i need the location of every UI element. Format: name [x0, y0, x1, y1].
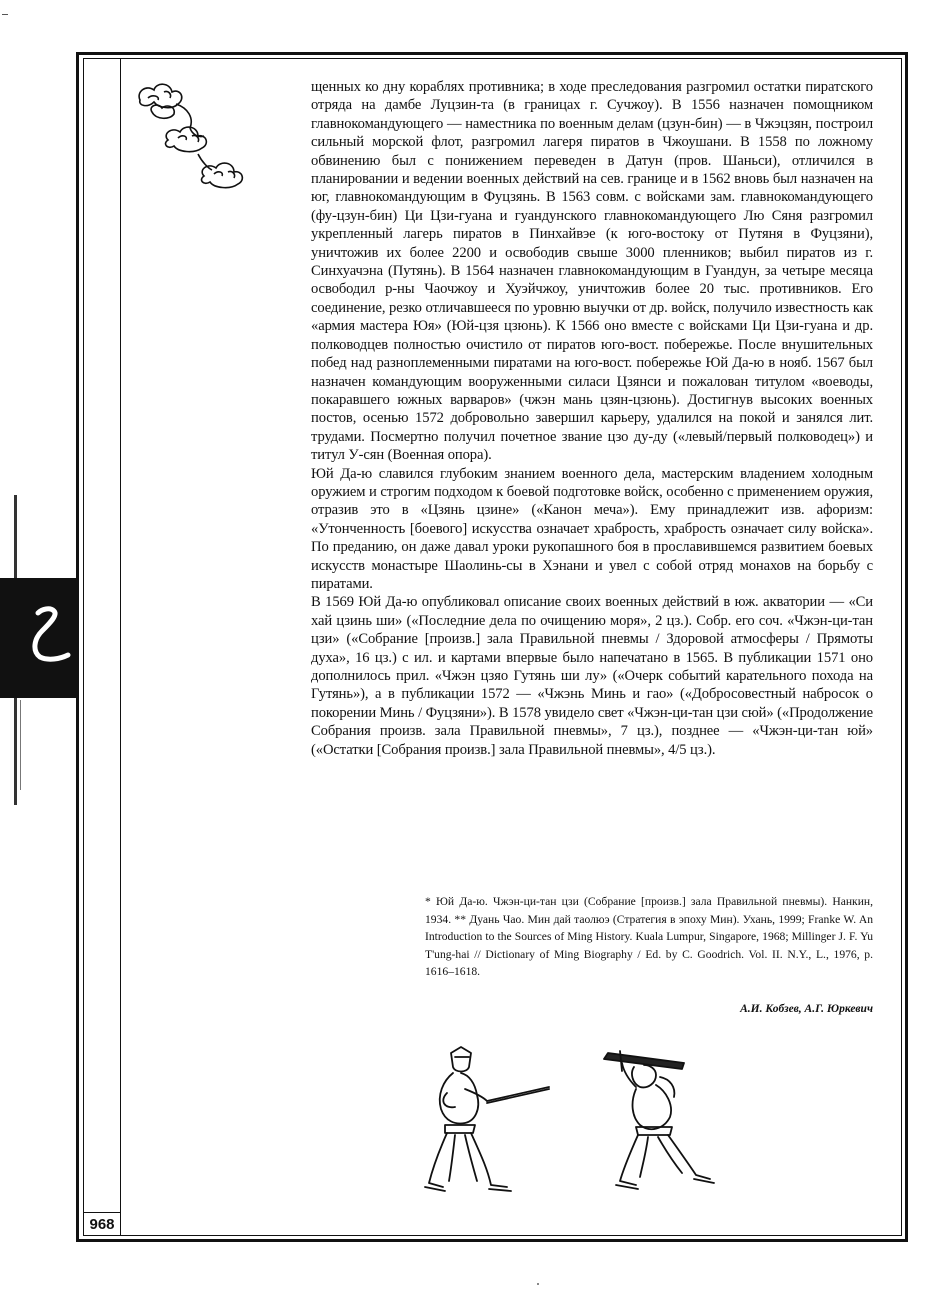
swordsman-thrusting-figure-icon — [415, 1043, 555, 1203]
article-body — [311, 78, 873, 759]
section-tab-glyph-icon — [28, 605, 72, 665]
authors: А.И. Кобзев, А.Г. Юркевич — [740, 1003, 873, 1015]
cloud-scroll-ornament-icon — [132, 78, 247, 198]
margin-rule — [120, 58, 121, 1236]
corner-mark — [2, 14, 8, 15]
footnotes: * Юй Да-ю. Чжэн-ци-тан цзи (Собрание [произв.] зала Правильной пневмы). Нанкин, 1934. ** Дуань Чао. Мин дай таолюэ (Стратегия в эпоху Мин). Ухань, 1999; Franke W. An Introduction to the Sources of Ming History. Kuala Lumpur, Singapore, 1968; Millinger J. F. Yu T'ung-hai // Dictionary of Ming Biography / Ed. by C. Goodrich. Vol. II. N.Y., L., 1976, p. 1616–1618. — [425, 895, 873, 978]
article-paragraph: щенных ко дну кораблях противника; в ходе преследования разгромил остатки пиратского отряда на дамбе Луцзин-та (в границах г. Сучжоу). В 1556 назначен помощником главнокомандующего — наместника по военным делам (цзун-бин) — в Чжэцзян, построил сильный морской флот, разгромил лагеря пиратов в Чжоушани. В 1558 по ложному обвинению был с понижением переведен в Датун (пров. Шаньси), отличился в планировании и ведении военных действий на сев. границе и в 1562 вновь был назначен на юг, главнокомандующим в Фуцзянь. В 1563 совм. с войсками зам. главнокомандующего (фу-цзун-бин) Ци Цзи-гуана и гуандунского главнокомандующего Лю Сяня разгромил укрепленный лагерь пиратов в Пинхайвэе (к юго-востоку от Путяня в Фуцзяни), уничтожив их более 2200 и освободив свыше 3000 пленников; выбил пиратов из г. Синхуачэна (Путянь). В 1564 назначен главнокомандующим в Гуандун, за четыре месяца освободил р-ны Чаочжоу и Хуэйчжоу, уничтожив более 20 тыс. противников. Его соединение, резко отличавшееся по уровню выучки от др. войск, получило известность как «армия мастера Юя» (Юй-цзя цзюнь). К 1566 оно вместе с войсками Ци Цзи-гуана и др. полководцев полностью очистило от пиратов юго-вост. побережье. После внушительных побед над разноплеменными пиратами на юго-вост. побережье Юй Да-ю в нояб. 1567 был назначен командующим вооруженными силаси Цзянси и пожалован титулом «воеводы, покаравшего южных варваров» (чжэн мань цзян-цзюнь). Достигнув высоких военных постов, осенью 1572 добровольно завершил карьеру, удалился на покой и занялся лит. трудами. Посмертно получил почетное звание цзо ду-ду («левый/первый полководец») и титул У-сян (Военная опора). — [311, 79, 873, 464]
page-number: 968 — [84, 1212, 120, 1236]
spine-line-secondary — [20, 700, 21, 790]
swordsman-overhead-strike-figure-icon — [600, 1043, 730, 1193]
article-paragraph: Юй Да-ю славился глубоким знанием военного дела, мастерским владением холодным оружием и строгим подходом к боевой подготовке войск, особенно с применением оружия, отразив это в «Цзянь цзине» («Канон меча»). Ему принадлежит изв. афоризм: «Утонченность [боевого] искусства означает храбрость, храбрость означает силу войска». По преданию, он даже давал уроки рукопашного боя в прославившемся развитием боевых искусств монастыре Шаолинь-сы в Хэнани и увел с собой отряд монахов на борьбу с пиратами. — [311, 465, 873, 592]
scan-dot — [537, 1283, 539, 1285]
article-paragraph: В 1569 Юй Да-ю опубликовал описание своих военных действий в юж. акватории — «Си хай цзинь ши» («Последние дела по очищению моря», 2 цз.). Собр. его соч. «Чжэн-ци-тан цзи» («Собрание [произв.] зала Правильной пневмы / Здоровой атмосферы / Прямоты духа», 16 цз.) с ил. и картами впервые было напечатано в 1565. В публикации 1571 оно дополнилось прил. «Чжэн цзяо Гутянь ши лу» («Очерк событий карательного похода на Гутянь»), а в публикации 1572 — «Чжэнь Минь и гао» («Добросовестный набросок о покорении Минь / Фуцзяни»). В 1578 увидело свет «Чжэн-ци-тан цзи сюй» («Продолжение Собрания произв. зала Правильной пневмы», 7 цз.), позднее — «Чжэн-ци-тан юй» («Остатки [Собрания произв.] зала Правильной пневмы», 4/5 цз.). — [311, 594, 873, 758]
